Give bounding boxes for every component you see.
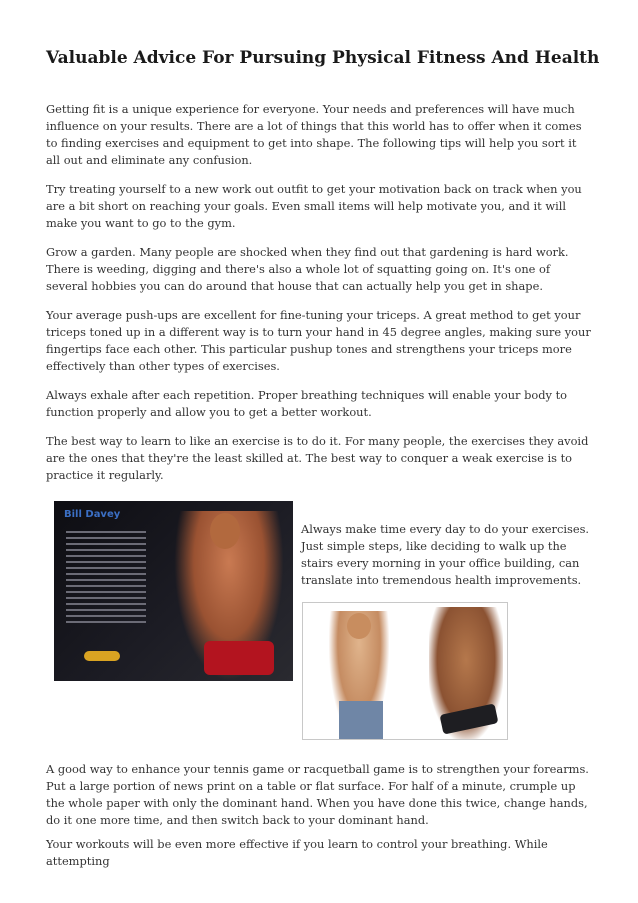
poster-athlete-head: [210, 513, 240, 549]
page-title: Valuable Advice For Pursuing Physical Fitness And Health: [46, 48, 600, 68]
paragraph: The best way to learn to like an exercise is to do it. For many people, the exercises they avoid are the ones that they're the least skilled at. The best way to conquer a weak exercise is to practice it regularly.: [46, 434, 589, 482]
paragraph: Your average push-ups are excellent for fine-tuning your triceps. A great method to get your triceps toned up in a different way is to turn your hand in 45 degree angles, making sure your fingertips face each other. This particular pushup tones and strengthens your triceps more effectively than other types of exercises.: [46, 308, 591, 373]
paragraph: Try treating yourself to a new work out outfit to get your motivation back on track when you are a bit short on reaching your goals. Even small items will help motivate you, and it will make you want to go to the gym.: [46, 182, 582, 230]
poster-logo: [84, 651, 120, 661]
fitness-poster-image: [54, 501, 293, 681]
poster-stats-lines: [66, 527, 146, 627]
model-one-jeans: [339, 701, 383, 739]
side-paragraph: Always make time every day to do your exercises. Just simple steps, like deciding to walk up the stairs every morning in your office building, can translate into tremendous health improvements.: [301, 522, 590, 587]
poster-heading: Bill Davey: [64, 509, 121, 520]
paragraph: Your workouts will be even more effective if you learn to control your breathing. While attempting: [46, 837, 548, 868]
fitness-models-image: [302, 602, 508, 740]
paragraph: Getting fit is a unique experience for everyone. Your needs and preferences will have much influence on your results. There are a lot of things that this world has to offer when it comes to finding exercises and equipment to get into shape. The following tips will help you sort it all out and eliminate any confusion.: [46, 102, 582, 167]
poster-athlete-shorts: [204, 641, 274, 675]
paragraph: Always exhale after each repetition. Proper breathing techniques will enable your body to function properly and allow you to get a better workout.: [46, 388, 568, 419]
paragraph: A good way to enhance your tennis game or racquetball game is to strengthen your forearms. Put a large portion of news print on a table or flat surface. For half of a minute, crumple up the whole paper with only the dominant hand. When you have done this twice, change hands, do it one more time, and then switch back to your dominant hand.: [46, 762, 589, 827]
paragraph: Grow a garden. Many people are shocked when they find out that gardening is hard work. There is weeding, digging and there's also a whole lot of squatting going on. It's one of several hobbies you can do around that house that can actually help you get in shape.: [46, 245, 569, 293]
model-one-head: [347, 613, 371, 639]
